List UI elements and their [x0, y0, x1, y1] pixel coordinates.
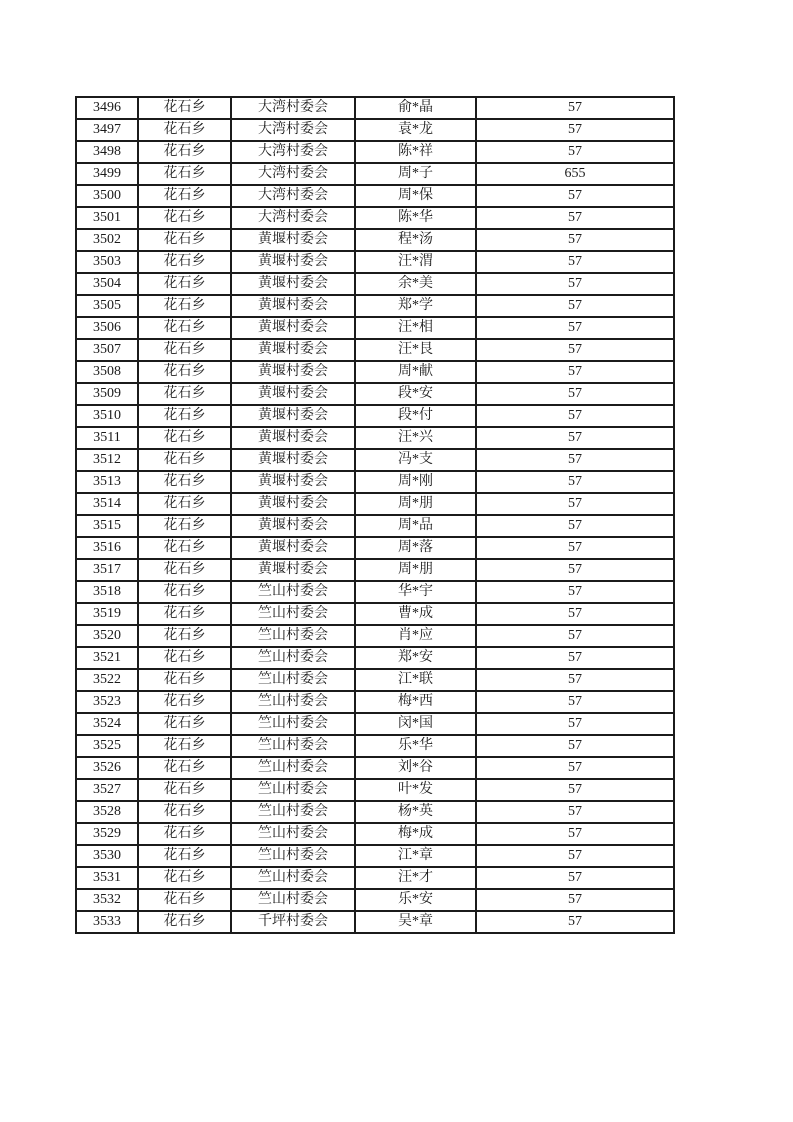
- table-row: [76, 273, 674, 295]
- table-cell: 57: [476, 845, 674, 867]
- table-row: [76, 119, 674, 141]
- table-cell: 3521: [76, 647, 138, 669]
- table-cell: 57: [476, 251, 674, 273]
- table-cell: 俞*晶: [355, 97, 476, 119]
- table-cell: 3508: [76, 361, 138, 383]
- table-cell: 3503: [76, 251, 138, 273]
- table-cell: 3512: [76, 449, 138, 471]
- table-cell: 周*子: [355, 163, 476, 185]
- table-row: [76, 383, 674, 405]
- table-cell: 花石乡: [138, 251, 231, 273]
- table-cell: 汪*才: [355, 867, 476, 889]
- table-cell: 竺山村委会: [231, 867, 355, 889]
- table-row: [76, 97, 674, 119]
- table-cell: 57: [476, 801, 674, 823]
- table-cell: 花石乡: [138, 911, 231, 933]
- table-row: [76, 779, 674, 801]
- table-cell: 3504: [76, 273, 138, 295]
- table-cell: 黄堰村委会: [231, 471, 355, 493]
- table-row: [76, 163, 674, 185]
- table-row: [76, 823, 674, 845]
- table-cell: 周*朋: [355, 559, 476, 581]
- table-cell: 3516: [76, 537, 138, 559]
- table-row: [76, 405, 674, 427]
- table-cell: 3528: [76, 801, 138, 823]
- table-cell: 黄堰村委会: [231, 515, 355, 537]
- table-cell: 57: [476, 713, 674, 735]
- table-cell: 3526: [76, 757, 138, 779]
- table-cell: 57: [476, 911, 674, 933]
- table-row: [76, 251, 674, 273]
- table-cell: 57: [476, 493, 674, 515]
- table-cell: 57: [476, 141, 674, 163]
- table-cell: 花石乡: [138, 163, 231, 185]
- table-cell: 竺山村委会: [231, 581, 355, 603]
- table-cell: 花石乡: [138, 647, 231, 669]
- table-row: [76, 603, 674, 625]
- table-cell: 花石乡: [138, 383, 231, 405]
- table-cell: 57: [476, 295, 674, 317]
- table-cell: 57: [476, 559, 674, 581]
- table-cell: 3509: [76, 383, 138, 405]
- table-cell: 57: [476, 735, 674, 757]
- table-cell: 3498: [76, 141, 138, 163]
- table-cell: 花石乡: [138, 295, 231, 317]
- table-cell: 竺山村委会: [231, 801, 355, 823]
- table-row: [76, 207, 674, 229]
- table-cell: 袁*龙: [355, 119, 476, 141]
- table-cell: 3500: [76, 185, 138, 207]
- table-cell: 花石乡: [138, 823, 231, 845]
- table-cell: 3499: [76, 163, 138, 185]
- table-cell: 57: [476, 119, 674, 141]
- table-row: [76, 185, 674, 207]
- table-cell: 冯*支: [355, 449, 476, 471]
- table-cell: 57: [476, 405, 674, 427]
- table-cell: 黄堰村委会: [231, 251, 355, 273]
- table-cell: 3520: [76, 625, 138, 647]
- table-cell: 57: [476, 889, 674, 911]
- table-cell: 57: [476, 273, 674, 295]
- table-cell: 竺山村委会: [231, 625, 355, 647]
- table-row: [76, 669, 674, 691]
- table-row: [76, 581, 674, 603]
- table-cell: 黄堰村委会: [231, 339, 355, 361]
- table-cell: 周*朋: [355, 493, 476, 515]
- table-row: [76, 141, 674, 163]
- table-cell: 57: [476, 625, 674, 647]
- table-cell: 余*美: [355, 273, 476, 295]
- table-cell: 3517: [76, 559, 138, 581]
- table-cell: 刘*谷: [355, 757, 476, 779]
- table-cell: 乐*安: [355, 889, 476, 911]
- table-cell: 3513: [76, 471, 138, 493]
- table-cell: 3510: [76, 405, 138, 427]
- table-cell: 3532: [76, 889, 138, 911]
- table-cell: 江*联: [355, 669, 476, 691]
- table-cell: 花石乡: [138, 339, 231, 361]
- table-cell: 3529: [76, 823, 138, 845]
- table-cell: 花石乡: [138, 735, 231, 757]
- table-cell: 黄堰村委会: [231, 295, 355, 317]
- table-cell: 3514: [76, 493, 138, 515]
- table-cell: 花石乡: [138, 845, 231, 867]
- table-row: [76, 339, 674, 361]
- table-row: [76, 647, 674, 669]
- table-cell: 乐*华: [355, 735, 476, 757]
- table-cell: 花石乡: [138, 713, 231, 735]
- table-cell: 黄堰村委会: [231, 449, 355, 471]
- table-cell: 57: [476, 779, 674, 801]
- table-cell: 江*章: [355, 845, 476, 867]
- table-cell: 竺山村委会: [231, 647, 355, 669]
- table-cell: 花石乡: [138, 141, 231, 163]
- table-cell: 肖*应: [355, 625, 476, 647]
- table-cell: 3530: [76, 845, 138, 867]
- table-cell: 花石乡: [138, 185, 231, 207]
- table-cell: 57: [476, 867, 674, 889]
- table-row: [76, 845, 674, 867]
- table-cell: 3523: [76, 691, 138, 713]
- table-cell: 陈*华: [355, 207, 476, 229]
- table-cell: 花石乡: [138, 581, 231, 603]
- table-cell: 花石乡: [138, 801, 231, 823]
- table-row: [76, 625, 674, 647]
- table-cell: 梅*西: [355, 691, 476, 713]
- table-cell: 大湾村委会: [231, 163, 355, 185]
- table-row: [76, 911, 674, 933]
- table-row: [76, 537, 674, 559]
- table-cell: 闵*国: [355, 713, 476, 735]
- table-cell: 花石乡: [138, 493, 231, 515]
- table-cell: 57: [476, 361, 674, 383]
- table-cell: 花石乡: [138, 779, 231, 801]
- table-cell: 花石乡: [138, 449, 231, 471]
- table-cell: 黄堰村委会: [231, 559, 355, 581]
- table-cell: 57: [476, 515, 674, 537]
- table-cell: 57: [476, 229, 674, 251]
- table-cell: 竺山村委会: [231, 713, 355, 735]
- table-cell: 黄堰村委会: [231, 427, 355, 449]
- table-cell: 3524: [76, 713, 138, 735]
- table-cell: 3511: [76, 427, 138, 449]
- table-cell: 655: [476, 163, 674, 185]
- table-cell: 花石乡: [138, 757, 231, 779]
- table-cell: 花石乡: [138, 559, 231, 581]
- table-cell: 竺山村委会: [231, 889, 355, 911]
- table-cell: 黄堰村委会: [231, 361, 355, 383]
- table-cell: 竺山村委会: [231, 757, 355, 779]
- table-cell: 陈*祥: [355, 141, 476, 163]
- table-cell: 段*安: [355, 383, 476, 405]
- table-cell: 花石乡: [138, 471, 231, 493]
- table-row: [76, 515, 674, 537]
- table-cell: 花石乡: [138, 97, 231, 119]
- table-cell: 杨*英: [355, 801, 476, 823]
- table-row: [76, 889, 674, 911]
- table-row: [76, 229, 674, 251]
- table-row: [76, 757, 674, 779]
- table-cell: 汪*渭: [355, 251, 476, 273]
- table-cell: 黄堰村委会: [231, 537, 355, 559]
- table-row: [76, 691, 674, 713]
- table-cell: 周*品: [355, 515, 476, 537]
- table-cell: 花石乡: [138, 515, 231, 537]
- table-cell: 周*刚: [355, 471, 476, 493]
- table-row: [76, 427, 674, 449]
- table-cell: 大湾村委会: [231, 207, 355, 229]
- table-cell: 花石乡: [138, 273, 231, 295]
- table-cell: 57: [476, 185, 674, 207]
- table-cell: 黄堰村委会: [231, 317, 355, 339]
- table-cell: 3531: [76, 867, 138, 889]
- table-row: [76, 559, 674, 581]
- table-cell: 周*保: [355, 185, 476, 207]
- table-cell: 竺山村委会: [231, 823, 355, 845]
- table-cell: 周*献: [355, 361, 476, 383]
- table-cell: 郑*学: [355, 295, 476, 317]
- table-cell: 3518: [76, 581, 138, 603]
- table-cell: 竺山村委会: [231, 845, 355, 867]
- table-cell: 花石乡: [138, 229, 231, 251]
- table-cell: 花石乡: [138, 361, 231, 383]
- table-cell: 3501: [76, 207, 138, 229]
- table-cell: 竺山村委会: [231, 691, 355, 713]
- table-cell: 3507: [76, 339, 138, 361]
- table-cell: 花石乡: [138, 317, 231, 339]
- table-cell: 3505: [76, 295, 138, 317]
- table-row: [76, 867, 674, 889]
- table-cell: 大湾村委会: [231, 119, 355, 141]
- table-cell: 竺山村委会: [231, 603, 355, 625]
- table-cell: 3515: [76, 515, 138, 537]
- table-cell: 3502: [76, 229, 138, 251]
- table-cell: 竺山村委会: [231, 779, 355, 801]
- table-cell: 57: [476, 603, 674, 625]
- table-cell: 57: [476, 647, 674, 669]
- table-cell: 57: [476, 427, 674, 449]
- table-cell: 57: [476, 97, 674, 119]
- table-cell: 3522: [76, 669, 138, 691]
- table-cell: 曹*成: [355, 603, 476, 625]
- table-cell: 段*付: [355, 405, 476, 427]
- table-cell: 花石乡: [138, 537, 231, 559]
- table-cell: 57: [476, 471, 674, 493]
- table-row: [76, 493, 674, 515]
- table-cell: 3497: [76, 119, 138, 141]
- table-cell: 大湾村委会: [231, 185, 355, 207]
- table-cell: 57: [476, 537, 674, 559]
- table-cell: 花石乡: [138, 405, 231, 427]
- table-cell: 大湾村委会: [231, 141, 355, 163]
- table-cell: 3506: [76, 317, 138, 339]
- table-row: [76, 449, 674, 471]
- table-cell: 57: [476, 449, 674, 471]
- table-cell: 周*落: [355, 537, 476, 559]
- table-row: [76, 713, 674, 735]
- table-cell: 郑*安: [355, 647, 476, 669]
- table-cell: 竺山村委会: [231, 735, 355, 757]
- table-cell: 黄堰村委会: [231, 229, 355, 251]
- table-cell: 花石乡: [138, 625, 231, 647]
- table-cell: 黄堰村委会: [231, 383, 355, 405]
- roster-table: [75, 96, 675, 934]
- table-cell: 57: [476, 669, 674, 691]
- table-cell: 3525: [76, 735, 138, 757]
- table-cell: 大湾村委会: [231, 97, 355, 119]
- table-cell: 57: [476, 757, 674, 779]
- roster-table-body: [76, 97, 674, 933]
- table-cell: 3533: [76, 911, 138, 933]
- table-cell: 3527: [76, 779, 138, 801]
- table-cell: 花石乡: [138, 603, 231, 625]
- table-cell: 汪*兴: [355, 427, 476, 449]
- table-cell: 3496: [76, 97, 138, 119]
- table-row: [76, 317, 674, 339]
- table-cell: 花石乡: [138, 889, 231, 911]
- table-cell: 汪*相: [355, 317, 476, 339]
- table-cell: 吴*章: [355, 911, 476, 933]
- table-cell: 57: [476, 691, 674, 713]
- table-cell: 花石乡: [138, 119, 231, 141]
- table-row: [76, 361, 674, 383]
- table-cell: 57: [476, 317, 674, 339]
- table-row: [76, 471, 674, 493]
- table-cell: 花石乡: [138, 427, 231, 449]
- table-cell: 黄堰村委会: [231, 405, 355, 427]
- table-row: [76, 735, 674, 757]
- table-cell: 黄堰村委会: [231, 493, 355, 515]
- table-cell: 花石乡: [138, 669, 231, 691]
- table-cell: 花石乡: [138, 207, 231, 229]
- table-cell: 花石乡: [138, 691, 231, 713]
- table-cell: 程*汤: [355, 229, 476, 251]
- table-row: [76, 295, 674, 317]
- table-cell: 3519: [76, 603, 138, 625]
- table-row: [76, 801, 674, 823]
- table-cell: 57: [476, 339, 674, 361]
- table-cell: 叶*发: [355, 779, 476, 801]
- table-cell: 57: [476, 207, 674, 229]
- table-cell: 57: [476, 581, 674, 603]
- table-cell: 57: [476, 823, 674, 845]
- table-cell: 梅*成: [355, 823, 476, 845]
- table-cell: 华*宇: [355, 581, 476, 603]
- table-cell: 57: [476, 383, 674, 405]
- table-cell: 竺山村委会: [231, 669, 355, 691]
- table-cell: 汪*艮: [355, 339, 476, 361]
- table-cell: 花石乡: [138, 867, 231, 889]
- table-cell: 黄堰村委会: [231, 273, 355, 295]
- table-cell: 千坪村委会: [231, 911, 355, 933]
